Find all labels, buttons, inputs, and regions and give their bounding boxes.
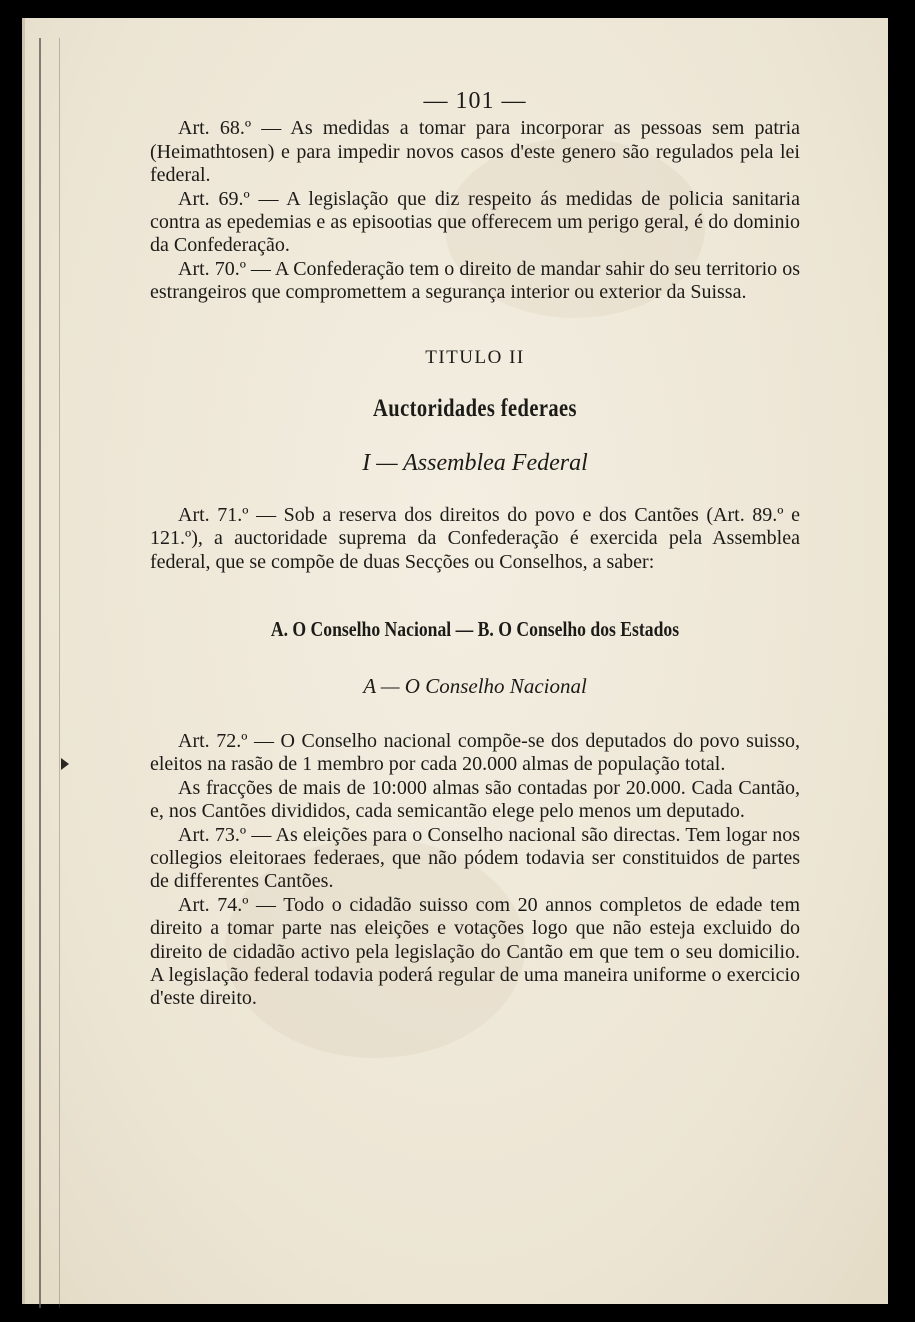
article-70: Art. 70.º — A Confederação tem o direito de mandar sahir do seu territorio os estrangeiros que compromettem a segurança interior ou exterior da Suissa.: [150, 257, 800, 304]
article-68: Art. 68.º — As medidas a tomar para incorporar as pessoas sem patria (Heimathtosen) e para impedir novos casos d'este genero são regulados pela lei federal.: [150, 117, 800, 187]
subsection-title: I — Assemblea Federal: [362, 450, 588, 477]
article-72: Art. 72.º — O Conselho nacional compõe-se dos deputados do povo suisso, eleitos na rasão de 1 membro por cada 20.000 almas de população total.: [150, 729, 800, 776]
page-content: [150, 90, 800, 1011]
binding-fold: [59, 38, 60, 1308]
section-title: Auctoridades federaes: [373, 395, 577, 423]
article-69: Art. 69.º — A legislação que diz respeito ás medidas de policia sanitaria contra as epedemias e as episootias que offerecem um perigo geral, é do dominio da Confederação.: [150, 187, 800, 257]
article-74: Art. 74.º — Todo o cidadão suisso com 20 annos completos de edade tem direito a tomar parte nas eleições e votações logo que não esteja excluido do direito de cidadão activo pela legislação do Cantão em que tem o seu domicilio. A legislação federal todavia poderá regular de uma maneira uniforme o exercicio d'este direito.: [150, 893, 800, 1010]
councils-line: A. O Conselho Nacional — B. O Conselho dos Estados: [270, 617, 680, 642]
binding-edge: [39, 38, 41, 1308]
titulo-heading: TITULO II: [425, 346, 525, 368]
council-heading: A — O Conselho Nacional: [363, 673, 587, 698]
page-number: — 101 —: [423, 88, 527, 114]
margin-arrow-mark: [61, 758, 69, 770]
fractions-paragraph: As fracções de mais de 10:000 almas são contadas por 20.000. Cada Cantão, e, nos Cantões divididos, cada semicantão elege pelo menos um deputado.: [150, 776, 800, 823]
article-71: Art. 71.º — Sob a reserva dos direitos do povo e dos Cantões (Art. 89.º e 121.º), a auctoridade suprema da Confederação é exercida pela Assemblea federal, que se compõe de duas Secções ou Conselhos, a saber:: [150, 503, 800, 573]
article-73: Art. 73.º — As eleições para o Conselho nacional são directas. Tem logar nos collegios eleitoraes federaes, que não pódem todavia ser constituidos de partes de differentes Cantões.: [150, 823, 800, 893]
